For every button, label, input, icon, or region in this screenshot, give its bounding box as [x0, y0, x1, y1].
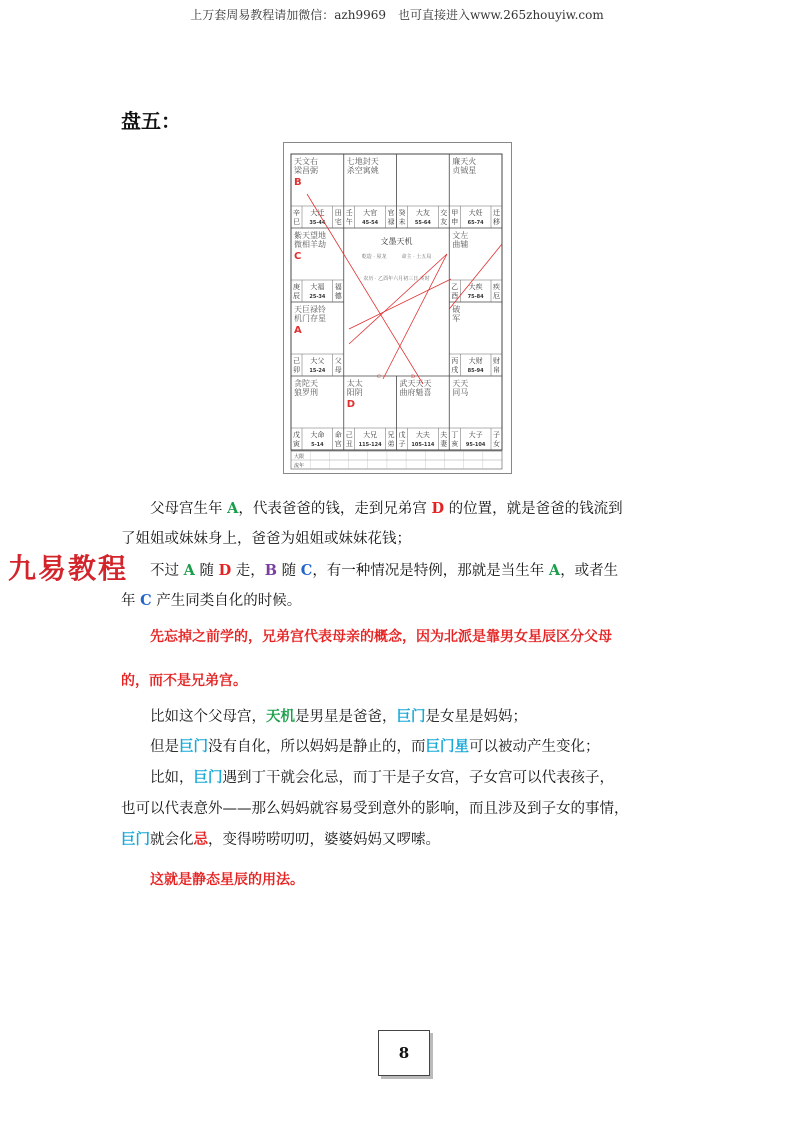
palace-big: 大兄 — [363, 431, 378, 439]
p5-text-b: 是男星是爸爸， — [295, 709, 397, 725]
palace-branch: 申 — [451, 218, 459, 226]
palace-range: 5-14 — [311, 442, 324, 448]
palace-branch: 寅 — [293, 440, 300, 448]
palace-range: 65-74 — [467, 220, 484, 226]
p1-text-b: ，代表爸爸的钱，走到兄弟宫 — [238, 501, 432, 517]
page-number: 8 — [398, 1044, 410, 1062]
ziwei-chart — [283, 142, 512, 474]
marker-c-2: C — [140, 592, 152, 609]
palace-stem: 戊 — [398, 431, 406, 439]
red-note-line-2: 的，而不是兄弟宫。 — [121, 673, 247, 689]
palace-name-1: 官 — [387, 209, 395, 217]
palace-name-1: 疾 — [493, 283, 500, 291]
palace-stem: 庚 — [293, 283, 300, 291]
palace-stars-2: 曲辅 — [452, 240, 469, 249]
palace-branch: 辰 — [293, 292, 300, 300]
palace-name-2: 女 — [493, 440, 500, 448]
palace-name-1: 迁 — [493, 209, 500, 217]
palace-stars-2: 阳阴 — [346, 388, 363, 397]
palace-branch: 巳 — [293, 218, 300, 226]
p6-text-a: 但是 — [150, 739, 179, 755]
palace-branch: 丑 — [345, 440, 353, 448]
palace-stars-1: 太太 — [346, 379, 363, 388]
palace-branch: 酉 — [451, 292, 459, 300]
p1-text-c: 的位置，就是爸爸的钱流到 — [444, 501, 623, 517]
palace-range: 95-104 — [465, 442, 486, 448]
palace-stem: 丙 — [451, 357, 459, 365]
palace-name-1: 福 — [334, 283, 342, 291]
palace-stars-1: 廉天火 — [452, 157, 477, 166]
palace-stem: 甲 — [451, 209, 459, 217]
palace-branch: 亥 — [451, 440, 459, 448]
p7-text-a: 比如， — [150, 770, 194, 786]
palace-big: 大命 — [310, 431, 325, 439]
p5-text-a: 比如这个父母宫， — [150, 709, 266, 725]
footer-row-1-label: 大限 — [294, 454, 305, 460]
palace-name-1: 兄 — [387, 431, 395, 439]
section-heading: 盘五： — [121, 109, 181, 133]
chart-center-line-2: 农历 · 乙酉年六月初三日 亥时 — [363, 276, 430, 282]
palace-name-1: 命 — [334, 431, 342, 439]
palace-stars-2: 军 — [452, 314, 461, 323]
paragraph-5-cont — [121, 794, 681, 824]
palace-name-1: 财 — [493, 357, 500, 365]
marker-a-3: A — [548, 562, 561, 579]
star-jumen: 巨门 — [396, 708, 426, 725]
palace-name-2: 帛 — [493, 366, 500, 374]
watermark-logo: 九易教程 — [8, 552, 129, 585]
p8-text: 也可以代表意外——那么妈妈就容易受到意外的影响，而且涉及到子女的事情， — [121, 801, 629, 817]
red-conclusion: 这就是静态星辰的用法。 — [150, 872, 304, 888]
palace-big: 大夫 — [415, 431, 430, 439]
p3-text-c: 走， — [231, 563, 265, 579]
palace-big: 大疾 — [468, 283, 483, 291]
star-tianji: 天机 — [266, 708, 295, 725]
marker-b: B — [264, 562, 278, 579]
palace-name-2: 德 — [334, 292, 342, 300]
paragraph-2 — [121, 556, 710, 586]
page-header-text: 上万套周易教程请加微信：azh9969 也可直接进入www.265zhouyiw.com — [190, 8, 604, 22]
p4-text-a: 年 — [121, 593, 141, 609]
palace-name-1: 夫 — [440, 431, 448, 439]
p9-text-c: ，变得唠唠叨叨，婆婆妈妈又啰嗦。 — [208, 832, 440, 848]
palace-stars-1: 天文右 — [294, 157, 318, 166]
palace-branch: 未 — [398, 218, 406, 226]
palace-branch: 午 — [345, 218, 353, 226]
palace-stem: 壬 — [345, 209, 353, 217]
palace-range: 15-24 — [309, 368, 326, 374]
palace-big: 大妊 — [468, 209, 483, 217]
star-jumenxing: 巨门星 — [425, 738, 469, 755]
palace-stem: 己 — [345, 431, 353, 439]
palace-branch: 卯 — [293, 366, 300, 374]
marker-a-2: A — [183, 562, 195, 579]
palace-range: 35-44 — [309, 220, 326, 226]
paragraph-1-cont — [121, 524, 681, 554]
hua-ji: 忌 — [193, 831, 208, 848]
palace-stars-1: 贪陀天 — [294, 379, 318, 388]
palace-name-2: 弟 — [387, 440, 395, 448]
palace-name-2: 移 — [493, 218, 500, 226]
palace-stem: 乙 — [451, 283, 459, 291]
palace-stem: 戊 — [293, 431, 300, 439]
palace-stars-1: 七地封天 — [346, 157, 379, 166]
palace-name-2: 妻 — [440, 440, 448, 448]
palace-name-2: 厄 — [493, 292, 500, 300]
palace-name-2: 禄 — [387, 218, 395, 226]
palace-stars-2: 贞钺星 — [452, 166, 477, 175]
palace-stars-2: 机门存星 — [294, 314, 326, 323]
palace-stem: 己 — [293, 357, 300, 365]
palace-stars-2: 曲府魁喜 — [399, 388, 432, 397]
red-note-line-1: 先忘掉之前学的，兄弟宫代表母亲的概念，因为北派是靠男女星辰区分父母 — [150, 629, 612, 645]
palace-big: 大官 — [363, 209, 378, 217]
palace-marker: B — [294, 177, 302, 188]
palace-stars-1: 天巨禄铃 — [294, 305, 326, 314]
p2-text: 了姐姐或妹妹身上，爸爸为姐姐或妹妹花钱； — [121, 531, 411, 547]
p3-text-e: ，或者生 — [560, 563, 619, 579]
palace-stars-2: 杀空寓姚 — [346, 166, 379, 175]
palace-range: 105-114 — [411, 442, 435, 448]
palace-name-1: 交 — [440, 209, 448, 217]
palace-name-2: 母 — [334, 366, 342, 374]
palace-big: 大父 — [310, 357, 325, 365]
paragraph-5 — [121, 763, 710, 793]
palace-name-2: 宫 — [334, 440, 342, 448]
p7-text-b: 遇到丁干就会化忌，而丁干是子女宫，子女宫可以代表孩子， — [222, 770, 614, 786]
page-number-box — [378, 1030, 430, 1076]
marker-a: A — [227, 500, 239, 517]
palace-stars-1: 破 — [452, 305, 461, 314]
palace-stars-1: 文左 — [452, 231, 469, 240]
p4-text-b: 产生同类自化的时候。 — [151, 593, 302, 609]
star-jumen-2: 巨门 — [179, 738, 208, 755]
marker-d: D — [431, 500, 445, 517]
p5-text-c: 是女星是妈妈； — [425, 709, 527, 725]
paragraph-3 — [121, 702, 710, 732]
palace-marker: C — [294, 251, 302, 262]
palace-range: 45-54 — [362, 220, 379, 226]
palace-big: 大财 — [468, 357, 483, 365]
p1-text-a: 父母宫生年 — [150, 501, 228, 517]
chart-center-line-1: 乾造 · 屋龙 命主 · 土五局 — [361, 254, 432, 260]
palace-stars-2: 微相羊劫 — [294, 240, 326, 249]
palace-range: 85-94 — [467, 368, 484, 374]
palace-range: 55-64 — [414, 220, 431, 226]
p3-text-c2: ，有一种情况是特例，那就是当生年 — [312, 563, 549, 579]
marker-d-2: D — [218, 562, 232, 579]
paragraph-1 — [121, 494, 710, 524]
palace-stem: 辛 — [293, 209, 300, 217]
palace-range: 25-34 — [309, 294, 326, 300]
palace-name-1: 父 — [334, 357, 342, 365]
footer-row-2-label: 流年 — [294, 463, 305, 469]
p6-text-b: 没有自化，所以妈妈是静止的，而 — [208, 739, 426, 755]
palace-name-1: 田 — [334, 209, 342, 217]
palace-big: 大福 — [310, 283, 325, 291]
p3-text-b2: 随 — [277, 563, 301, 579]
chart-center-title: 文墨天机 — [380, 237, 413, 246]
arrow-label-d: D — [411, 374, 416, 380]
p3-text-a: 不过 — [150, 563, 184, 579]
palace-stars-1: 武天天天 — [399, 379, 432, 388]
palace-stars-2: 同马 — [452, 388, 469, 397]
palace-branch: 子 — [398, 440, 406, 448]
paragraph-5-end — [121, 825, 681, 855]
paragraph-4 — [121, 732, 710, 762]
palace-branch: 戌 — [451, 366, 459, 374]
arrow-label-c: C — [377, 374, 381, 380]
palace-big: 大迁 — [310, 209, 325, 217]
palace-stars-2: 狼罗刑 — [294, 388, 318, 397]
palace-name-1: 子 — [493, 431, 500, 439]
palace-range: 75-84 — [467, 294, 484, 300]
palace-stars-2: 梁昌弼 — [294, 166, 318, 175]
palace-marker: D — [346, 399, 356, 410]
paragraph-2-cont — [121, 586, 681, 616]
p3-text-b: 随 — [194, 563, 219, 579]
star-jumen-3: 巨门 — [193, 769, 223, 786]
palace-stars-1: 紫天望地 — [294, 231, 326, 240]
palace-name-2: 友 — [440, 218, 448, 226]
palace-big: 大友 — [415, 209, 430, 217]
p6-text-c: 可以被动产生变化； — [469, 739, 600, 755]
palace-stars-1: 天天 — [452, 379, 469, 388]
marker-c: C — [300, 562, 313, 579]
palace-marker: A — [294, 325, 302, 336]
palace-stem: 癸 — [398, 209, 406, 217]
palace-stem: 丁 — [451, 431, 459, 439]
palace-name-2: 宅 — [334, 218, 342, 226]
star-jumen-4: 巨门 — [121, 831, 150, 848]
palace-big: 大子 — [468, 431, 483, 439]
palace-range: 115-124 — [358, 442, 382, 448]
p9-text-b: 就会化 — [150, 832, 194, 848]
